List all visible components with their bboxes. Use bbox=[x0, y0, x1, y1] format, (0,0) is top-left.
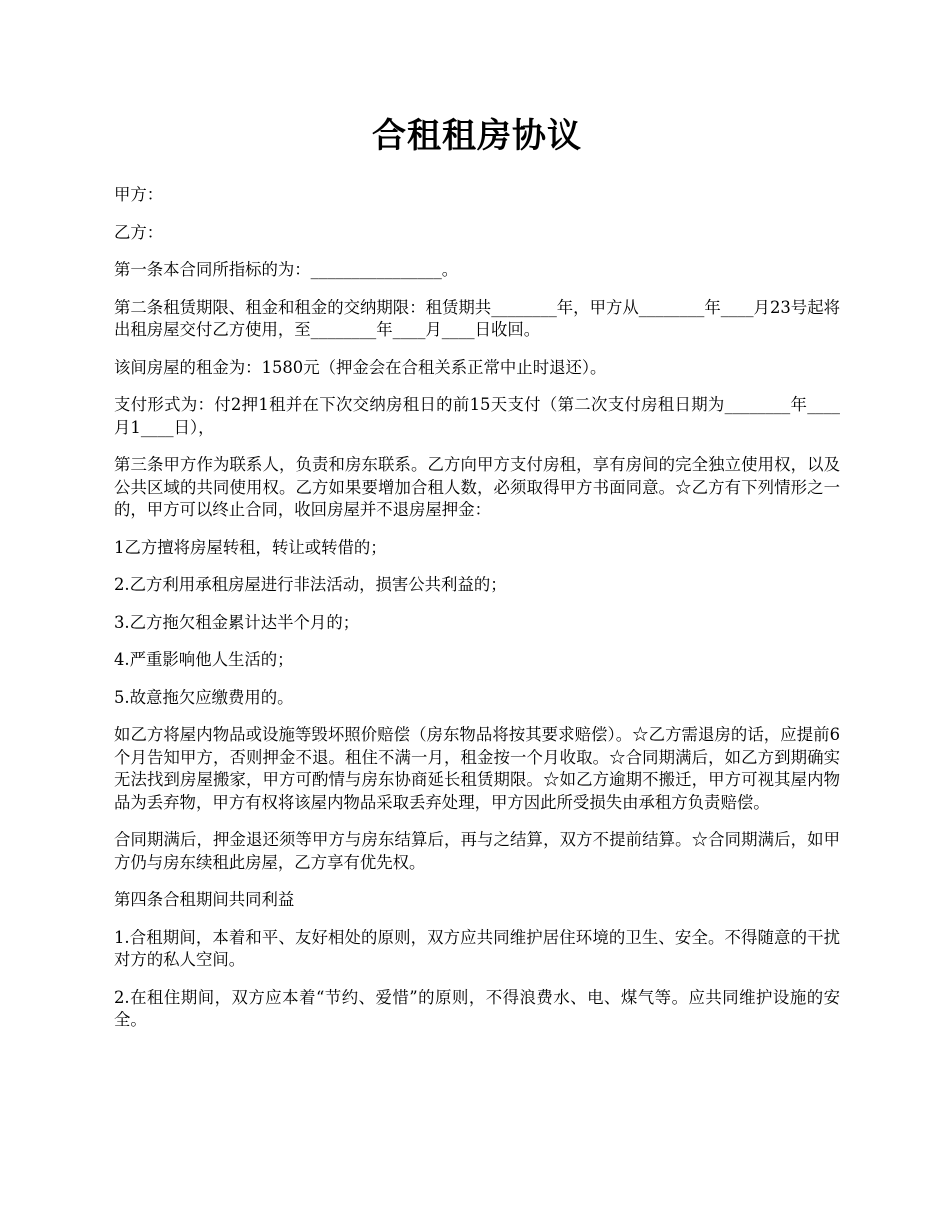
damage-and-moveout-paragraph: 如乙方将屋内物品或设施等毁坏照价赔偿（房东物品将按其要求赔偿）。☆乙方需退房的话，应提前6个月告知甲方，否则押金不退。租住不满一月，租金按一个月收取。☆合同期满后，如乙方到期确实无法找到房屋搬家，甲方可酌情与房东协商延长租赁期限。☆如乙方逾期不搬迁，甲方可视其屋内物品为丢弃物，甲方有权将该屋内物品采取丢弃处理，甲方因此所受损失由承租方负责赔偿。 bbox=[114, 725, 840, 812]
party-a-line: 甲方： bbox=[114, 185, 164, 204]
termination-clause-3: 3.乙方拖欠租金累计达半个月的； bbox=[114, 612, 360, 632]
article-2-lease-term: 第二条租赁期限、租金和租金的交纳期限：租赁期共________年，甲方从________年____月23号起将出租房屋交付乙方使用，至________年____月____日收回。 bbox=[114, 297, 840, 339]
termination-clause-2: 2.乙方利用承租房屋进行非法活动，损害公共利益的； bbox=[114, 575, 507, 594]
article-3-contact-paragraph: 第三条甲方作为联系人，负责和房东联系。乙方向甲方支付房租，享有房间的完全独立使用权，以及公共区域的共同使用权。乙方如果要增加合租人数，必须取得甲方书面同意。☆乙方有下列情形之一的，甲方可以终止合同，收回房屋并不退房屋押金： bbox=[114, 455, 840, 519]
document-page bbox=[114, 112, 840, 1047]
termination-clause-4: 4.严重影响他人生活的； bbox=[114, 650, 294, 669]
payment-method-paragraph: 支付形式为：付2押1租并在下次交纳房租日的前15天支付（第二次支付房租日期为________年____月1____日）， bbox=[114, 395, 840, 437]
shared-interest-clause-2: 2.在租住期间，双方应本着“节约、爱惜”的原则，不得浪费水、电、煤气等。应共同维护设施的安全。 bbox=[114, 987, 840, 1029]
party-b-line: 乙方： bbox=[114, 222, 164, 242]
document-title: 合租租房协议 bbox=[372, 116, 582, 156]
shared-interest-clause-1: 1.合租期间，本着和平、友好相处的原则，双方应共同维护居住环境的卫生、安全。不得随意的干扰对方的私人空间。 bbox=[114, 927, 840, 969]
article-4-heading: 第四条合租期间共同利益 bbox=[114, 890, 295, 909]
deposit-settlement-paragraph: 合同期满后，押金退还须等甲方与房东结算后，再与之结算，双方不提前结算。☆合同期满后，如甲方仍与房东续租此房屋，乙方享有优先权。 bbox=[114, 830, 840, 872]
rent-amount-paragraph: 该间房屋的租金为：1580元（押金会在合租关系正常中止时退还）。 bbox=[114, 357, 607, 377]
termination-clause-1: 1乙方擅将房屋转租，转让或转借的； bbox=[114, 537, 387, 557]
termination-clause-5: 5.故意拖欠应缴费用的。 bbox=[114, 687, 294, 707]
article-1-subject: 第一条本合同所指标的为：________________。 bbox=[114, 260, 459, 279]
